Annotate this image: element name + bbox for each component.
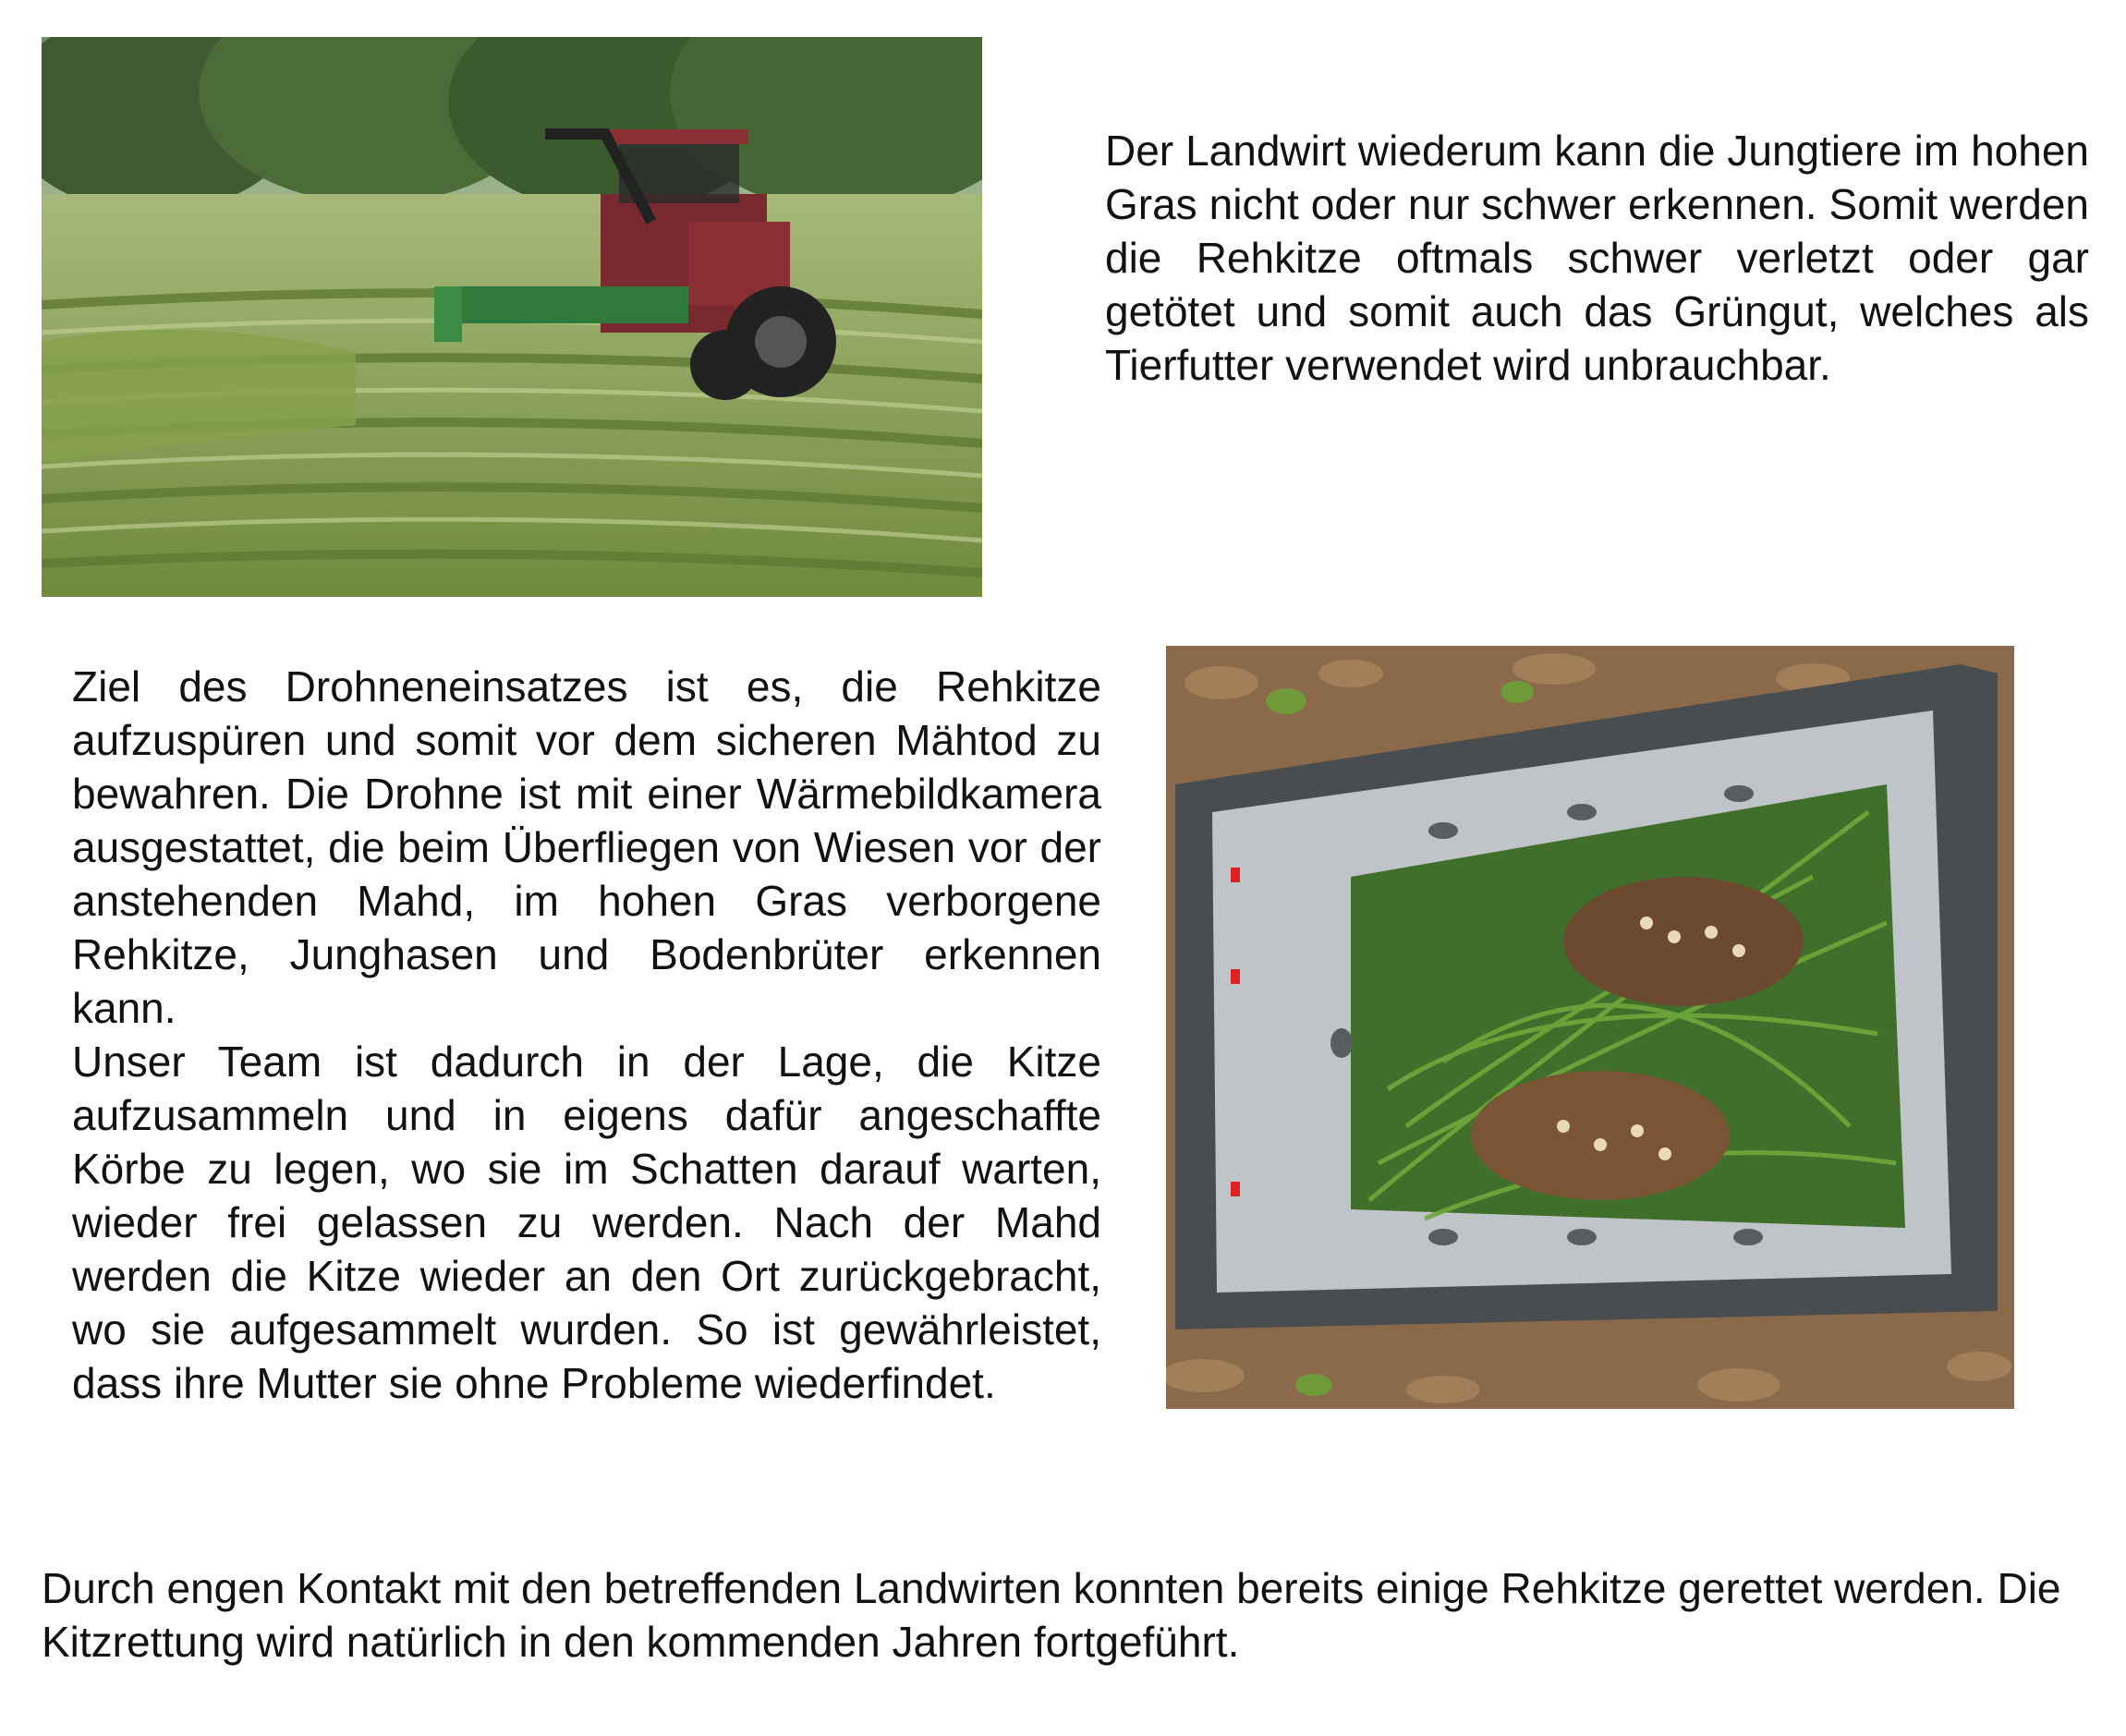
tractor-photo	[42, 37, 982, 597]
tractor-photo-graphic	[42, 37, 982, 597]
fawns-photo	[1166, 646, 2014, 1409]
goal-paragraph-block	[72, 660, 1101, 1035]
farmer-paragraph-block	[1105, 124, 2089, 392]
farmer-paragraph: Der Landwirt wiederum kann die Jungtiere im hohen Gras nicht oder nur schwer erkennen. Somit werden die Rehkitze oftmals schwer verletzt oder gar getötet und somit auch das Grüngut, welches als Tierfutter verwendet wird unbrauchbar.	[1105, 127, 2089, 389]
fawns-photo-graphic	[1166, 646, 2014, 1409]
team-paragraph-block	[72, 1035, 1101, 1410]
contact-paragraph-block	[42, 1561, 2074, 1669]
goal-paragraph: Ziel des Drohneneinsatzes ist es, die Rehkitze aufzuspüren und somit vor dem sicheren Mähtod zu bewahren. Die Drohne ist mit einer Wärmebildkamera ausgestattet, die beim Überfliegen von Wiesen vor der anstehenden Mahd, im hohen Gras verborgene Rehkitze, Junghasen und Bodenbrüter erkennen kann.	[72, 662, 1101, 1032]
team-paragraph: Unser Team ist dadurch in der Lage, die Kitze aufzusammeln und in eigens dafür angeschaffte Körbe zu legen, wo sie im Schatten darauf warten, wieder frei gelassen zu werden. Nach der Mahd werden die Kitze wieder an den Ort zurückgebracht, wo sie aufgesammelt wurden. So ist gewährleistet, dass ihre Mutter sie ohne Probleme wiederfindet.	[72, 1038, 1101, 1407]
contact-paragraph: Durch engen Kontakt mit den betreffenden Landwirten konnten bereits einige Rehkitze gerettet werden. Die Kitzrettung wird natürlich in den kommenden Jahren fortgeführt.	[42, 1564, 2061, 1666]
